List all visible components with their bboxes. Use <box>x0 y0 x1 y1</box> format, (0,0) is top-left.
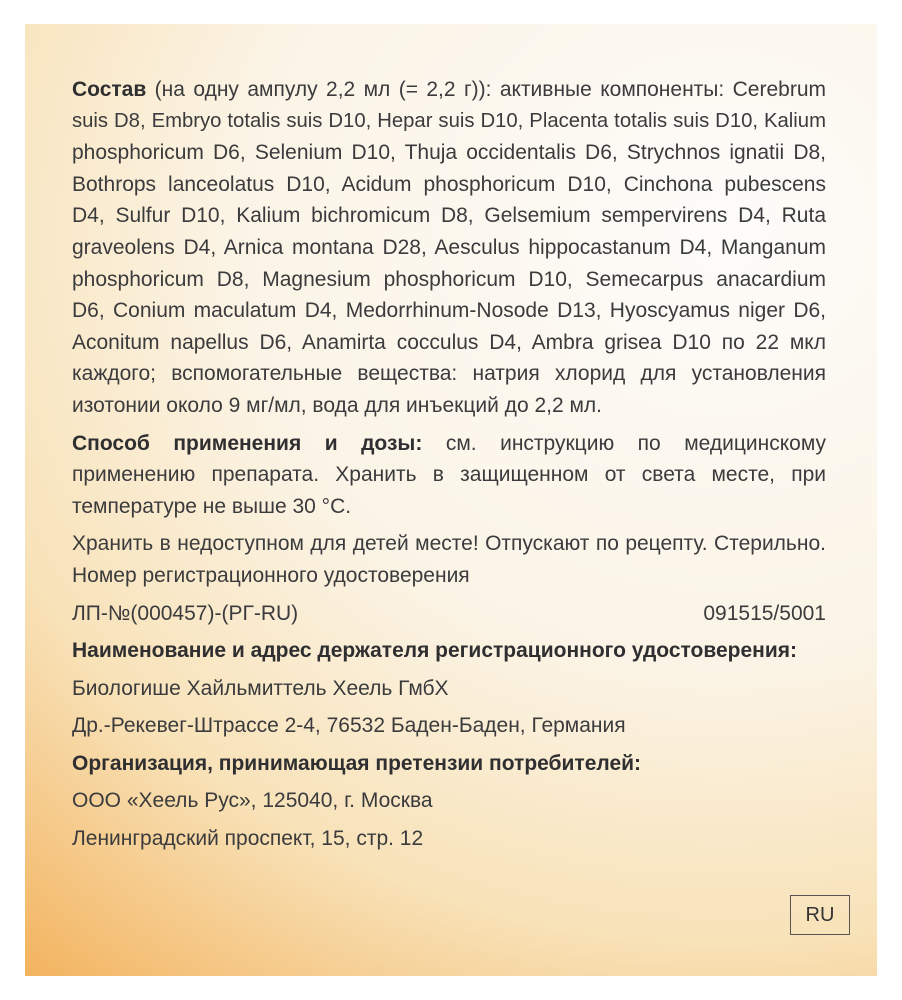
usage-line-1 <box>72 428 826 460</box>
label-text <box>72 74 826 855</box>
composition-line-1 <box>72 74 826 106</box>
composition-line-9: Aconitum napellus D6, Anamirta cocculus D4, Ambra grisea D10 по 22 мкл <box>72 330 826 354</box>
holder-heading: Наименование и адрес держателя регистрационного удостоверения: <box>72 639 797 663</box>
registration-code: 091515/5001 <box>703 601 826 625</box>
registration-label: Номер регистрационного удостоверения <box>72 563 470 587</box>
composition-line-11: изотонии около 9 мг/мл, вода для инъекций до 2,2 мл. <box>72 393 603 417</box>
composition-line-8: D6, Conium maculatum D4, Medorrhinum-Nosode D13, Hyoscyamus niger D6, <box>72 299 826 323</box>
composition-line-2: suis D8, Embryo totalis suis D10, Hepar suis D10, Placenta totalis suis D10, Kalium <box>72 109 826 132</box>
claims-address: Ленинградский проспект, 15, стр. 12 <box>72 827 424 851</box>
composition-line-4: Bothrops lanceolatus D10, Acidum phosphoricum D10, Cinchona pubescens <box>72 172 826 196</box>
claims-heading: Организация, принимающая претензии потребителей: <box>72 751 642 775</box>
holder-address: Др.-Рекевег-Штрассе 2-4, 76532 Баден-Баден, Германия <box>72 714 626 738</box>
composition-heading: Состав <box>72 78 147 101</box>
composition-line-7: phosphoricum D8, Magnesium phosphoricum D10, Semecarpus anacardium <box>72 267 826 291</box>
usage-intro: см. инструкцию по медицинскому <box>422 431 826 455</box>
country-badge: RU <box>790 895 850 935</box>
composition-line-10: каждого; вспомогательные вещества: натрия хлорид для установления <box>72 362 826 386</box>
claims-name: ООО «Хеель Рус», 125040, г. Москва <box>72 789 433 813</box>
composition-intro: (на одну ампулу 2,2 мл (= 2,2 г)): активные компоненты: Cerebrum <box>146 78 826 101</box>
composition-line-6: graveolens D4, Arnica montana D28, Aesculus hippocastanum D4, Manganum <box>72 235 826 259</box>
usage-heading: Способ применения и дозы: <box>72 431 423 455</box>
composition-line-3: phosphoricum D6, Selenium D10, Thuja occidentalis D6, Strychnos ignatii D8, <box>72 141 826 165</box>
usage-line-2: применению препарата. Хранить в защищенном от света месте, при <box>72 463 826 487</box>
registration-number: ЛП-№(000457)-(РГ-RU) <box>72 601 299 625</box>
usage-line-3: температуре не выше 30 °С. <box>72 494 352 518</box>
holder-name: Биологише Хайльмиттель Хеель ГмбХ <box>72 676 449 700</box>
composition-line-5: D4, Sulfur D10, Kalium bichromicum D8, Gelsemium sempervirens D4, Ruta <box>72 204 826 228</box>
registration-row <box>72 598 826 630</box>
storage-line: Хранить в недоступном для детей месте! Отпускают по рецепту. Стерильно. <box>72 532 826 556</box>
